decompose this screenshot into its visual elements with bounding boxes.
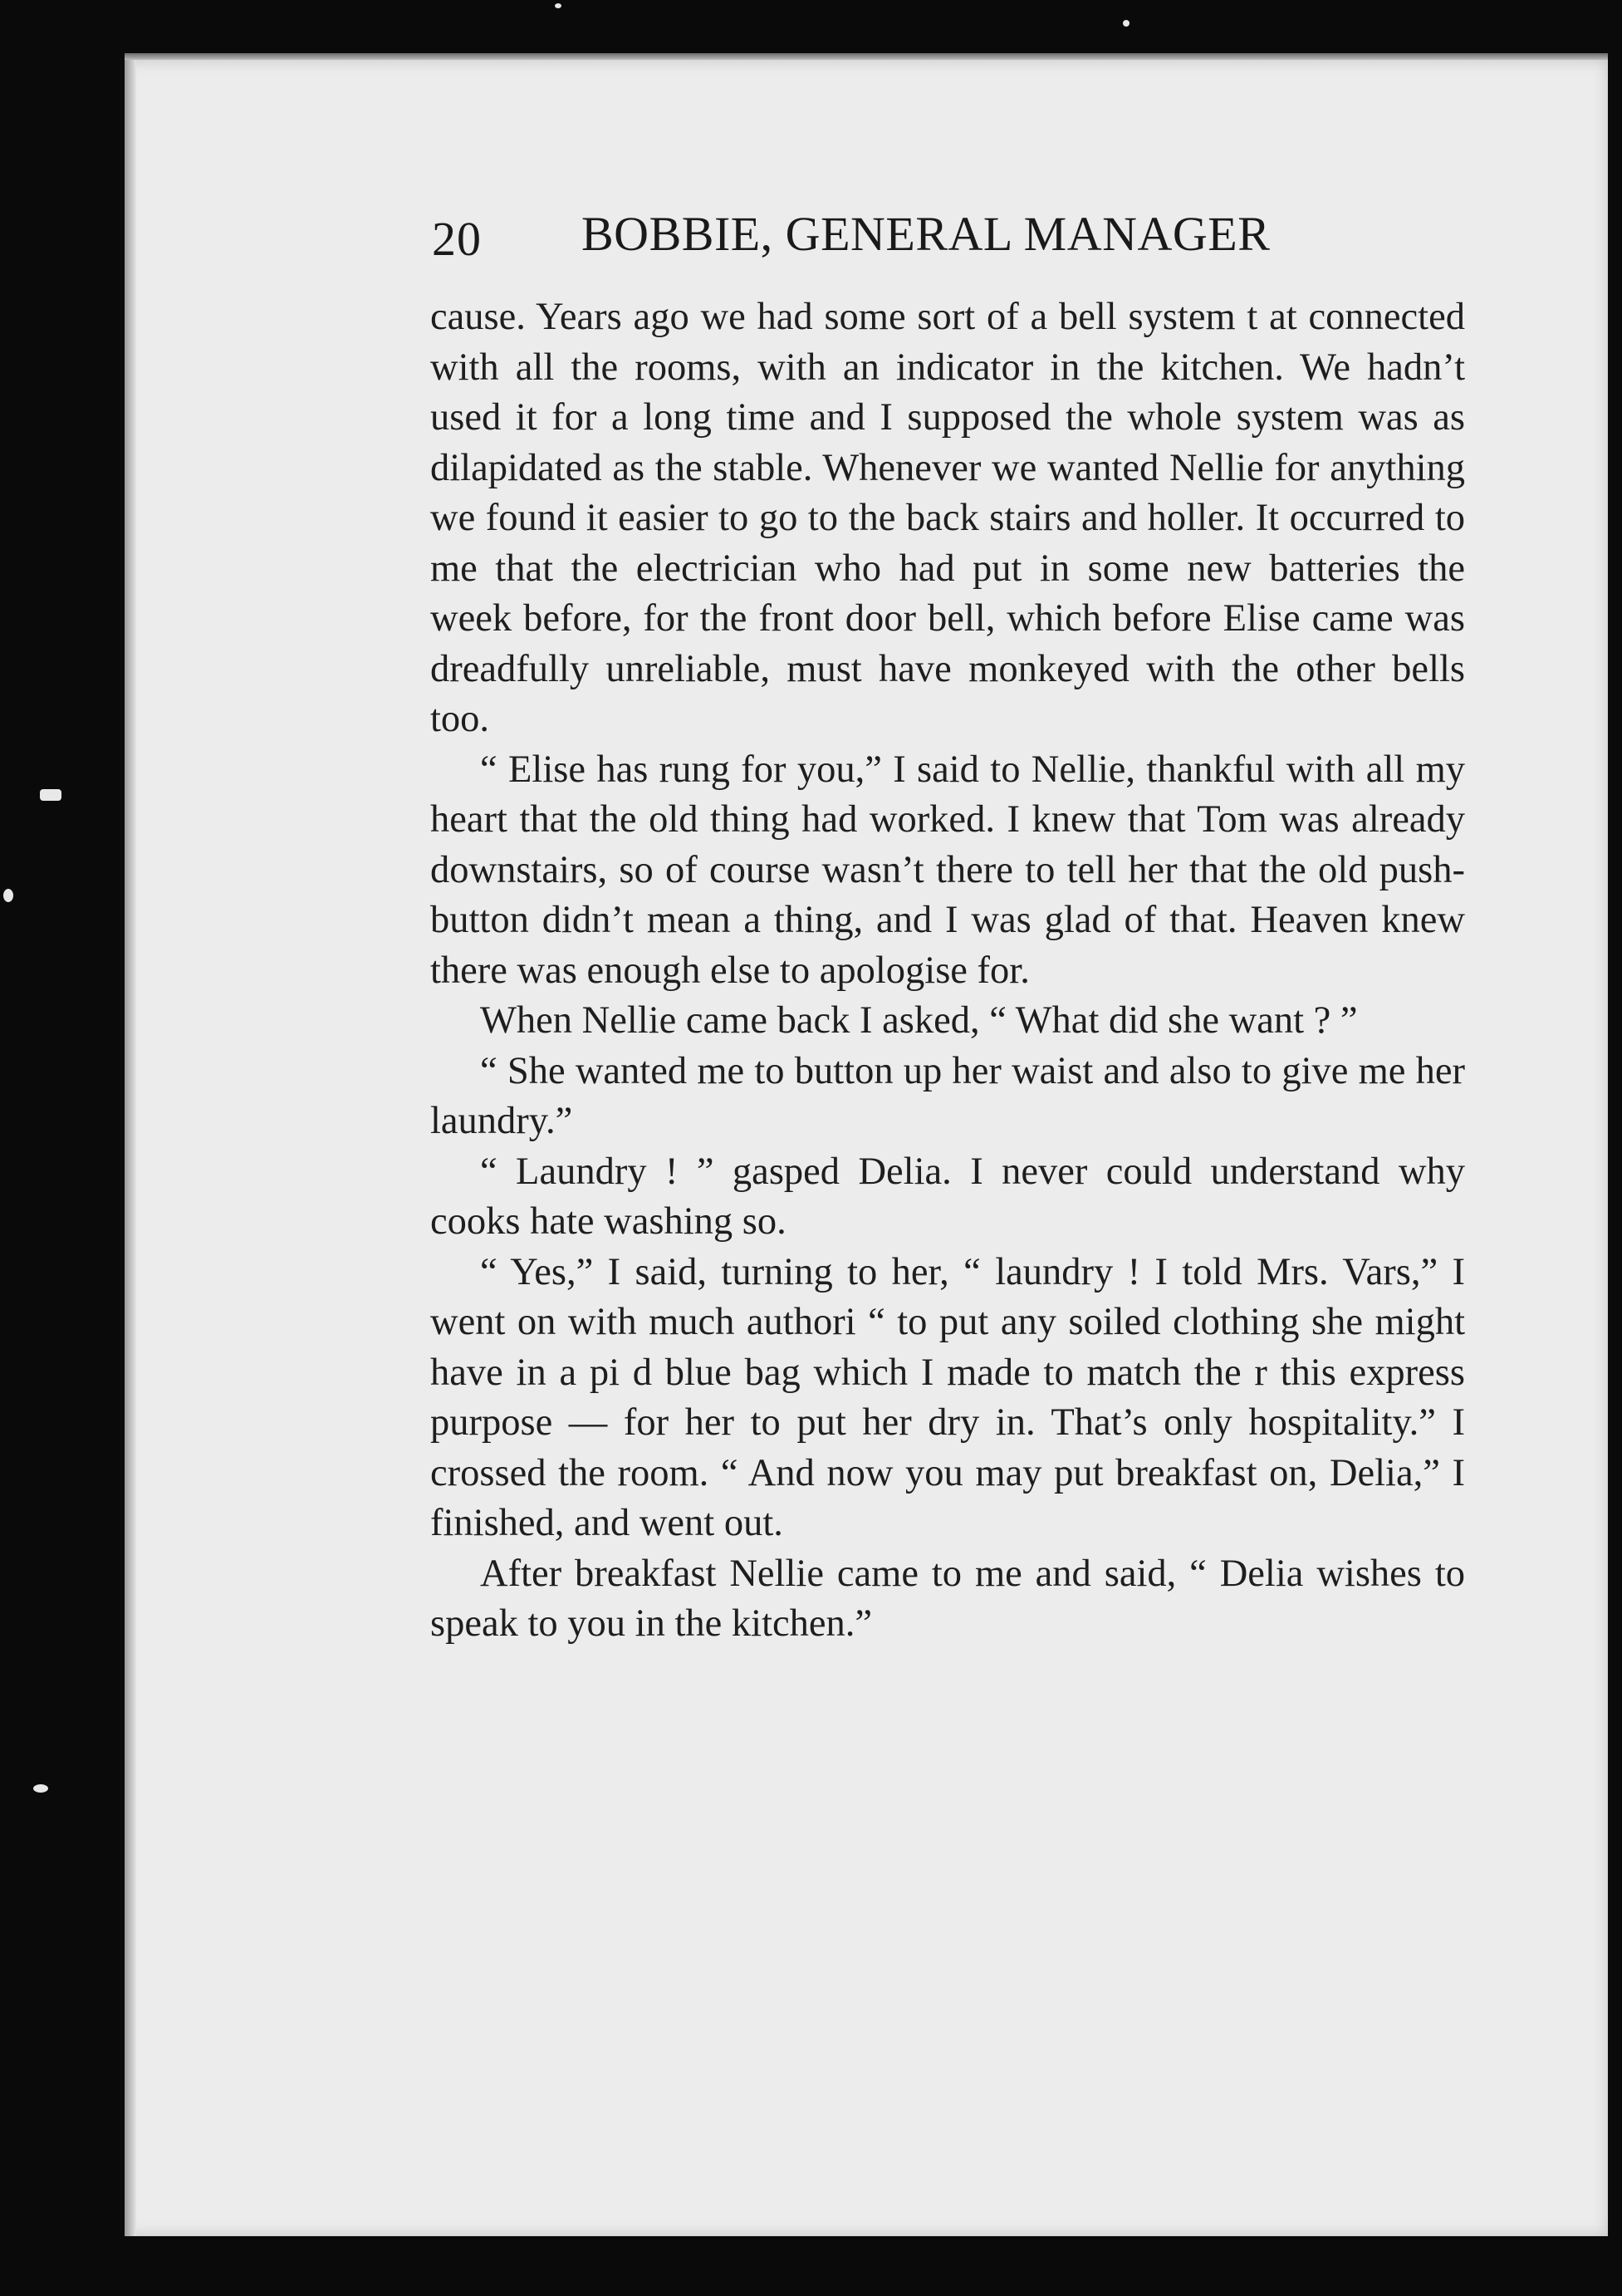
paragraph: cause. Years ago we had some sort of a bell system t at connected with all the rooms, with an indicator in the kitchen. We hadn’t used it for a long time and I supposed the whole system was as dilapidated as the stable. Whenever we wanted Nellie for anything we found it easier to go to the back stairs and holler. It occurred to me that the electrician who had put in some new batteries the week before, for the front door bell, which before Elise came was dreadfully unreliable, must have monkeyed with the other bells too. <box>430 296 1465 740</box>
page-header <box>432 206 1329 272</box>
paragraph: “ Laundry ! ” gasped Delia. I never could understand why cooks hate washing so. <box>430 1150 1465 1243</box>
scan-speck <box>555 3 561 8</box>
paragraph: “ Yes,” I said, turning to her, “ laundry ! I told Mrs. Vars,” I went on with much authori “ to put any soiled clothing she might have in a pi d blue bag which I made to match the r this express purpose — for her to put her dry in. That’s only hospitality.” I crossed the room. “ And now you may put breakfast on, Delia,” I finished, and went out. <box>430 1250 1465 1544</box>
paragraph: “ Elise has rung for you,” I said to Nellie, thankful with all my heart that the old thing had worked. I knew that Tom was already downstairs, so of course wasn’t there to tell her that the old push-button didn’t mean a thing, and I was glad of that. Heaven knew there was enough else to apologise for. <box>430 748 1465 992</box>
scan-speck <box>1123 20 1130 27</box>
paragraph: After breakfast Nellie came to me and said, “ Delia wishes to speak to you in the kitchen.” <box>430 1552 1465 1645</box>
scan-speck <box>3 889 13 902</box>
body-text <box>430 292 1465 1650</box>
page-number: 20 <box>432 212 482 266</box>
paragraph: When Nellie came back I asked, “ What did she want ? ” <box>480 999 1358 1042</box>
scan-speck <box>40 789 61 801</box>
running-title: BOBBIE, GENERAL MANAGER <box>581 207 1271 261</box>
paragraph: “ She wanted me to button up her waist and also to give me her laundry.” <box>430 1049 1465 1142</box>
page-spine-shadow <box>125 60 136 2236</box>
scan-speck <box>33 1784 48 1793</box>
